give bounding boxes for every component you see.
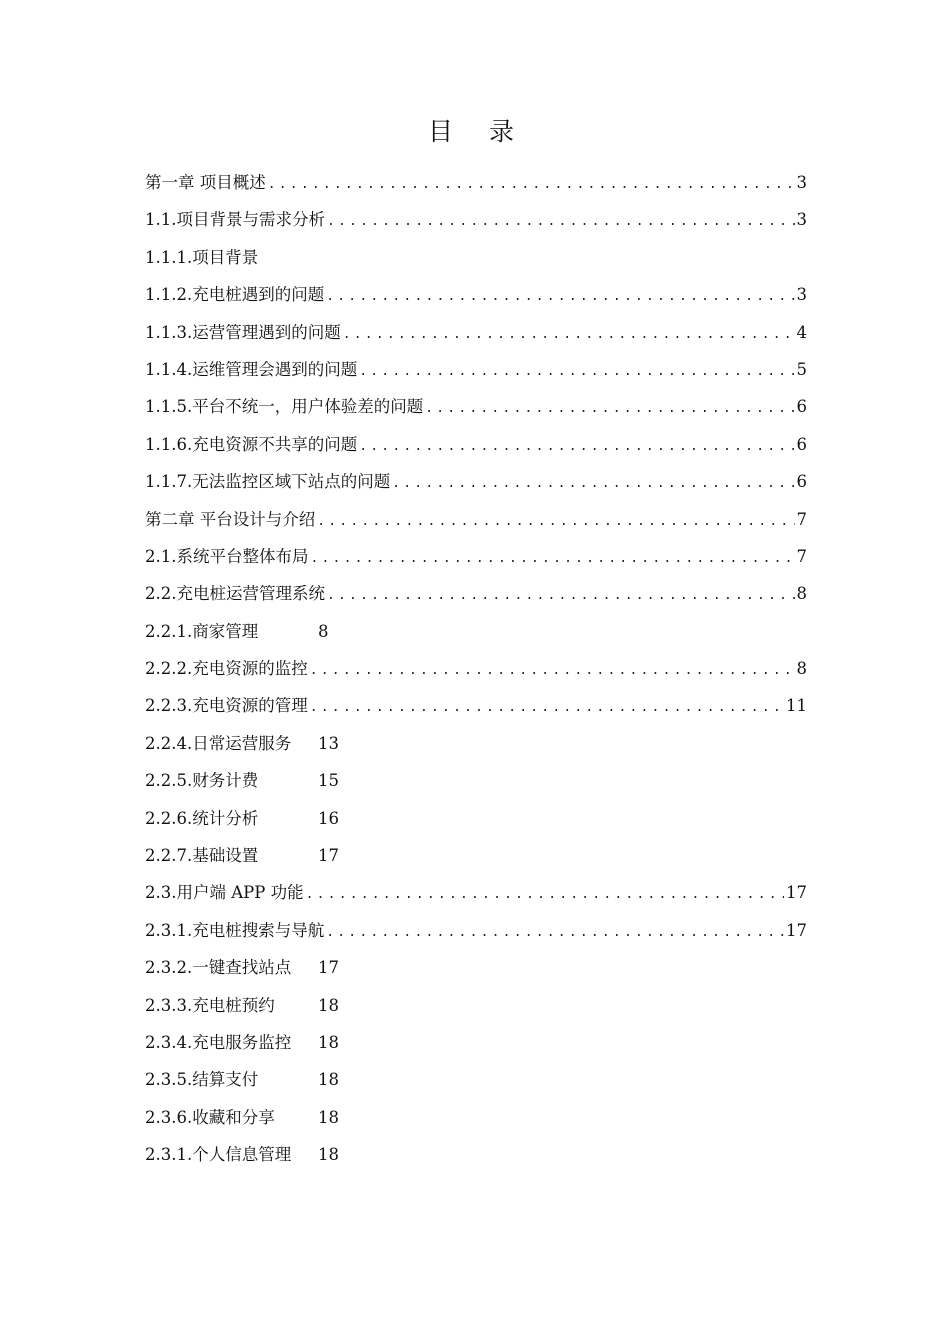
toc-entry-text: 2.3.1.充电桩搜索与导航 — [145, 920, 325, 940]
toc-entry-page-number: 17 — [786, 920, 807, 940]
toc-entry-page-number: 3 — [796, 210, 807, 230]
toc-entry-text: 1.1.6.充电资源不共享的问题 — [145, 434, 358, 454]
toc-dot-leader — [308, 689, 784, 724]
toc-entry[interactable] — [145, 874, 807, 911]
toc-entry-text: 2.2.6.统计分析 — [145, 808, 259, 828]
toc-entry[interactable] — [145, 613, 807, 650]
toc-entry[interactable] — [145, 1136, 807, 1173]
toc-entry[interactable] — [145, 388, 807, 425]
toc-entry-page-number: 3 — [796, 173, 807, 192]
toc-entry[interactable] — [145, 800, 807, 837]
toc-entry-text: 2.3.1.个人信息管理 — [145, 1145, 292, 1165]
toc-entry[interactable] — [145, 687, 807, 724]
toc-entry-page-number: 17 — [786, 883, 807, 903]
toc-entry-page-number: 6 — [796, 434, 807, 454]
toc-entry-page-number: 8 — [796, 584, 807, 604]
toc-entry-text: 1.1.1.项目背景 — [145, 247, 259, 267]
toc-dot-leader — [308, 652, 795, 687]
toc-dot-leader — [357, 428, 794, 463]
toc-entry-text: 2.3.3.充电桩预约 — [145, 995, 275, 1015]
toc-entry-page-number: 18 — [318, 1070, 339, 1090]
toc-entry-page-number: 18 — [318, 995, 339, 1015]
toc-entry-page-number: 13 — [318, 733, 339, 753]
toc-entry-page-number: 4 — [796, 322, 807, 342]
toc-entry-page-number: 11 — [786, 696, 807, 716]
toc-dot-leader — [304, 876, 784, 911]
toc-entry[interactable] — [145, 837, 807, 874]
toc-entry[interactable] — [145, 762, 807, 799]
toc-entry[interactable] — [145, 1024, 807, 1061]
toc-entry-page-number: 17 — [318, 958, 339, 978]
toc-entry-page-number: 7 — [796, 509, 807, 529]
toc-entry[interactable] — [145, 501, 807, 538]
toc-entry[interactable] — [145, 1099, 807, 1136]
toc-entry-page-number: 8 — [796, 659, 807, 679]
toc-entry-text: 1.1.4.运维管理会遇到的问题 — [145, 359, 358, 379]
toc-entry-page-number: 18 — [318, 1107, 339, 1127]
toc-entry-page-number: 8 — [318, 621, 329, 641]
toc-dot-leader — [325, 203, 795, 238]
toc-dot-leader — [315, 503, 794, 538]
toc-entry[interactable] — [145, 463, 807, 500]
toc-dot-leader — [309, 540, 795, 575]
toc-entry-text: 1.1.5.平台不统一，用户体验差的问题 — [145, 397, 424, 417]
toc-dot-leader — [341, 316, 795, 351]
toc-entry-text: 1.1.2.充电桩遇到的问题 — [145, 285, 325, 305]
toc-entry-text: 2.2.1.商家管理 — [145, 621, 259, 641]
toc-entry-text: 2.3.2.一键查找站点 — [145, 958, 292, 978]
toc-entry-page-number: 3 — [796, 285, 807, 305]
toc-dot-leader — [324, 278, 794, 313]
toc-title: 目 录 — [428, 117, 528, 146]
toc-entry[interactable] — [145, 538, 807, 575]
toc-entry-page-number: 7 — [796, 546, 807, 566]
toc-dot-leader — [357, 353, 794, 388]
toc-dot-leader — [423, 390, 794, 425]
toc-dot-leader — [390, 465, 794, 500]
toc-entry-text: 2.2.3.充电资源的管理 — [145, 696, 308, 716]
toc-entry[interactable] — [145, 1061, 807, 1098]
toc-dot-leader — [266, 166, 795, 201]
toc-entry-text: 2.2.5.财务计费 — [145, 771, 259, 791]
toc-entry-page-number: 6 — [796, 397, 807, 417]
toc-entry-page-number: 16 — [318, 808, 339, 828]
toc-entry[interactable] — [145, 725, 807, 762]
toc-entry-text: 2.2.4.日常运营服务 — [145, 733, 292, 753]
toc-entry[interactable] — [145, 201, 807, 238]
toc-list — [145, 164, 807, 1174]
toc-entry[interactable] — [145, 912, 807, 949]
toc-entry-text: 1.1.7.无法监控区域下站点的问题 — [145, 472, 391, 492]
toc-entry[interactable] — [145, 987, 807, 1024]
toc-entry-text: 2.2.充电桩运营管理系统 — [145, 584, 325, 604]
toc-entry-text: 第一章 项目概述 — [145, 173, 266, 192]
toc-entry-text: 2.1.系统平台整体布局 — [145, 546, 309, 566]
toc-entry-text: 2.3.4.充电服务监控 — [145, 1032, 292, 1052]
toc-entry-page-number: 18 — [318, 1032, 339, 1052]
toc-dot-leader — [324, 914, 784, 949]
toc-entry[interactable] — [145, 650, 807, 687]
toc-entry-text: 2.2.2.充电资源的监控 — [145, 659, 308, 679]
toc-entry-text: 2.3.5.结算支付 — [145, 1070, 259, 1090]
toc-entry-text: 2.2.7.基础设置 — [145, 846, 259, 866]
toc-entry-page-number: 6 — [796, 472, 807, 492]
toc-entry[interactable] — [145, 276, 807, 313]
toc-entry[interactable] — [145, 426, 807, 463]
toc-entry-text: 2.3.用户端 APP 功能 — [145, 883, 304, 903]
toc-entry[interactable] — [145, 164, 807, 201]
toc-entry-text: 2.3.6.收藏和分享 — [145, 1107, 275, 1127]
toc-entry-page-number: 17 — [318, 846, 339, 866]
toc-entry-text: 1.1.3.运营管理遇到的问题 — [145, 322, 341, 342]
toc-entry-text: 第二章 平台设计与介绍 — [145, 509, 316, 529]
toc-entry-page-number: 18 — [318, 1145, 339, 1165]
toc-entry-page-number: 5 — [796, 359, 807, 379]
toc-entry-text: 1.1.项目背景与需求分析 — [145, 210, 325, 230]
toc-dot-leader — [325, 577, 795, 612]
toc-entry[interactable] — [145, 575, 807, 612]
toc-entry[interactable] — [145, 351, 807, 388]
toc-entry[interactable] — [145, 314, 807, 351]
toc-entry-page-number: 15 — [318, 771, 339, 791]
toc-entry[interactable] — [145, 949, 807, 986]
toc-entry[interactable] — [145, 239, 807, 276]
